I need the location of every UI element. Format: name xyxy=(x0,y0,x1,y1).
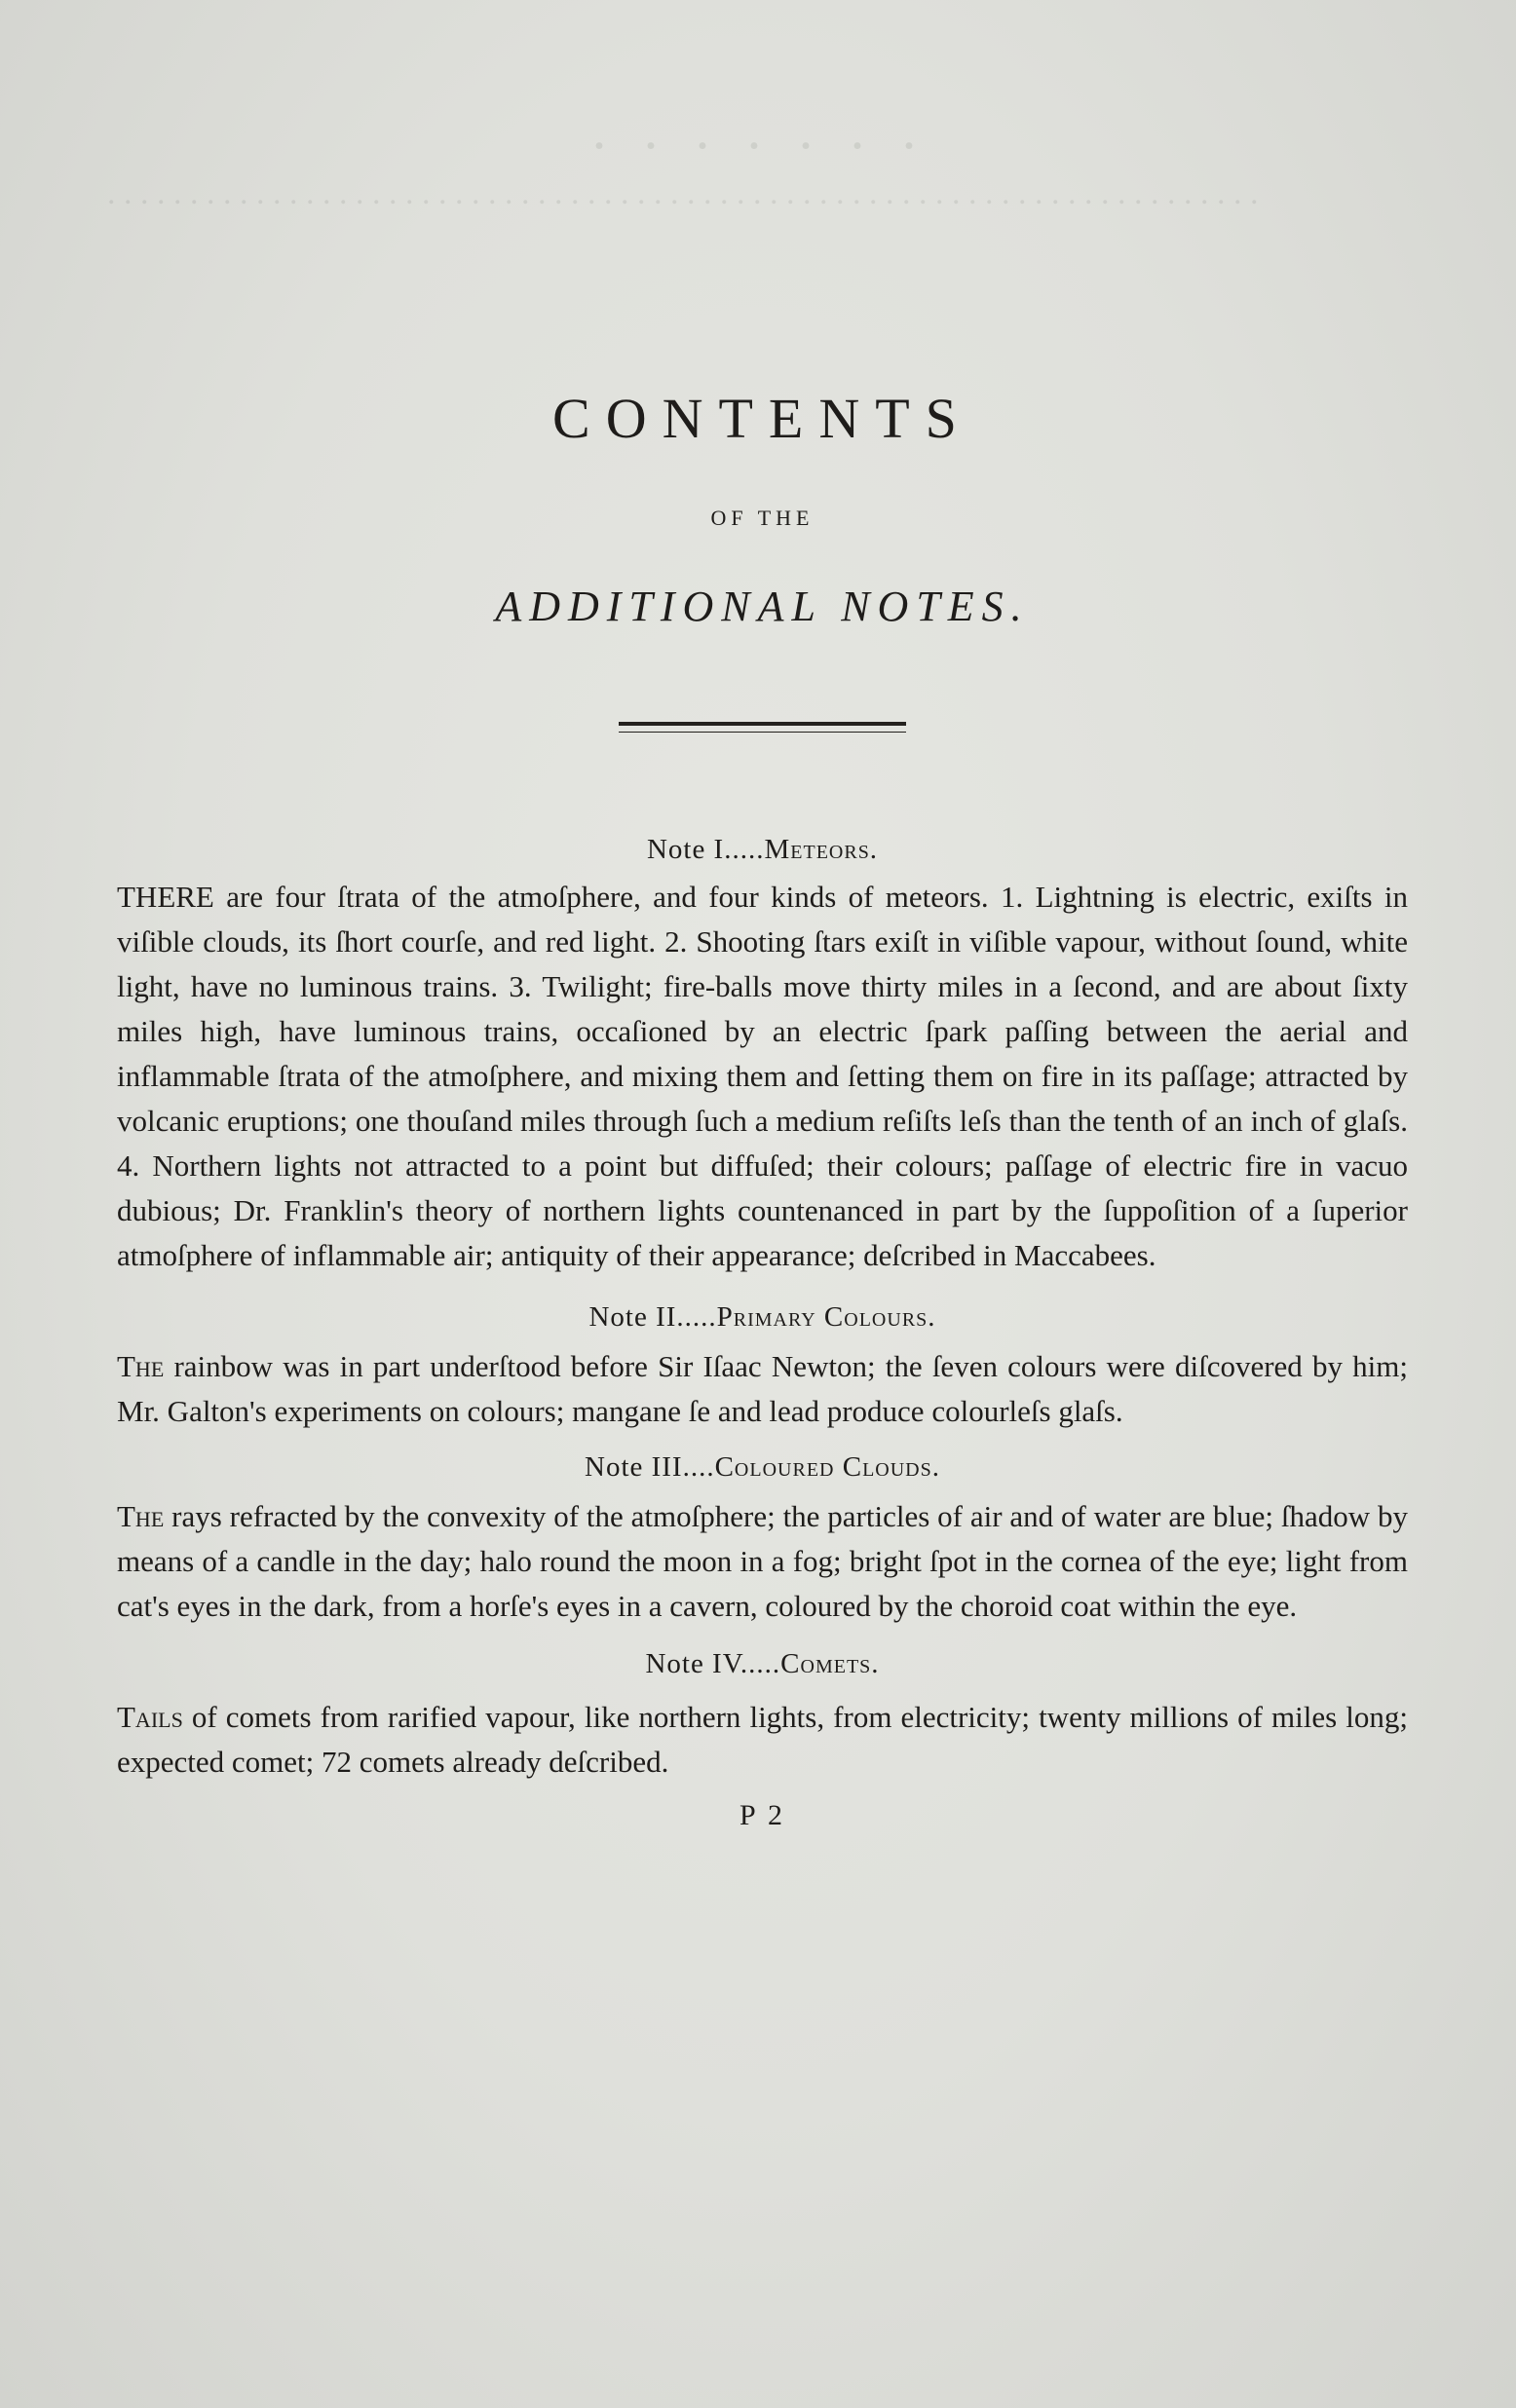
note-2-text: The rainbow was in part underſtood before Sir Iſaac Newton; the ſeven colours were diſcovered by him; Mr. Galton's experiments on colours; mangane ſe and lead produce colourleſs glaſs. xyxy=(117,1349,1408,1428)
note-1-text: THERE are four ſtrata of the atmoſphere, and four kinds of meteors. 1. Lightning is electric, exiſts in viſible clouds, its ſhort courſe, and red light. 2. Shooting ſtars exiſt in viſible vapour, without ſound, white light, have no luminous trains. 3. Twilight; fire-balls move thirty miles in a ſecond, and are about ſixty miles high, have luminous trains, occaſioned by an electric ſpark paſſing between the aerial and inflammable ſtrata of the atmoſphere, and mixing them and ſetting them on fire in its paſſage; attracted by volcanic eruptions; one thouſand miles through ſuch a medium reſiſts leſs than the tenth of an inch of glaſs. 4. Northern lights not attracted to a point but diffuſed; their colours; paſſage of electric fire in vacuo dubious; Dr. Franklin's theory of northern lights countenanced in part by the ſuppoſition of a ſuperior atmoſphere of inflammable air; antiquity of their appearance; deſcribed in Maccabees. xyxy=(117,880,1408,1272)
page-subtitle: ADDITIONAL NOTES. xyxy=(495,583,1030,630)
note-4-heading: Note IV.....Comets. xyxy=(645,1648,880,1679)
title-connector: OF THE xyxy=(710,506,815,530)
note-2-heading: Note II.....Primary Colours. xyxy=(588,1301,936,1333)
note-4-text: Tails of comets from rarified vapour, like northern lights, from electricity; twenty millions of miles long; expected comet; 72 comets already deſcribed. xyxy=(117,1700,1408,1779)
show-through-text: . . . . . . . . . . . . . . . . . . . . . . . . . . . . . . . . . . . . . . . . . . . . . . . . . . . . . . . . . . . . . . . . . . . . . . . . . . . . . xyxy=(107,97,1259,211)
page-title: CONTENTS xyxy=(552,387,972,450)
note-3-heading: Note III....Coloured Clouds. xyxy=(585,1451,940,1483)
note-1-heading: Note I.....Meteors. xyxy=(646,834,879,865)
note-3-text: The rays refracted by the convexity of the atmoſphere; the particles of air and of water are blue; ſhadow by means of a candle in the day; halo round the moon in a fog; bright ſpot in the cornea of the eye; light from cat's eyes in the dark, from a horſe's eyes in a cavern, coloured by the choroid coat within the eye. xyxy=(117,1499,1408,1623)
contents-section xyxy=(117,385,1408,1835)
title-divider xyxy=(619,722,906,733)
page-signature: P 2 xyxy=(739,1799,786,1831)
